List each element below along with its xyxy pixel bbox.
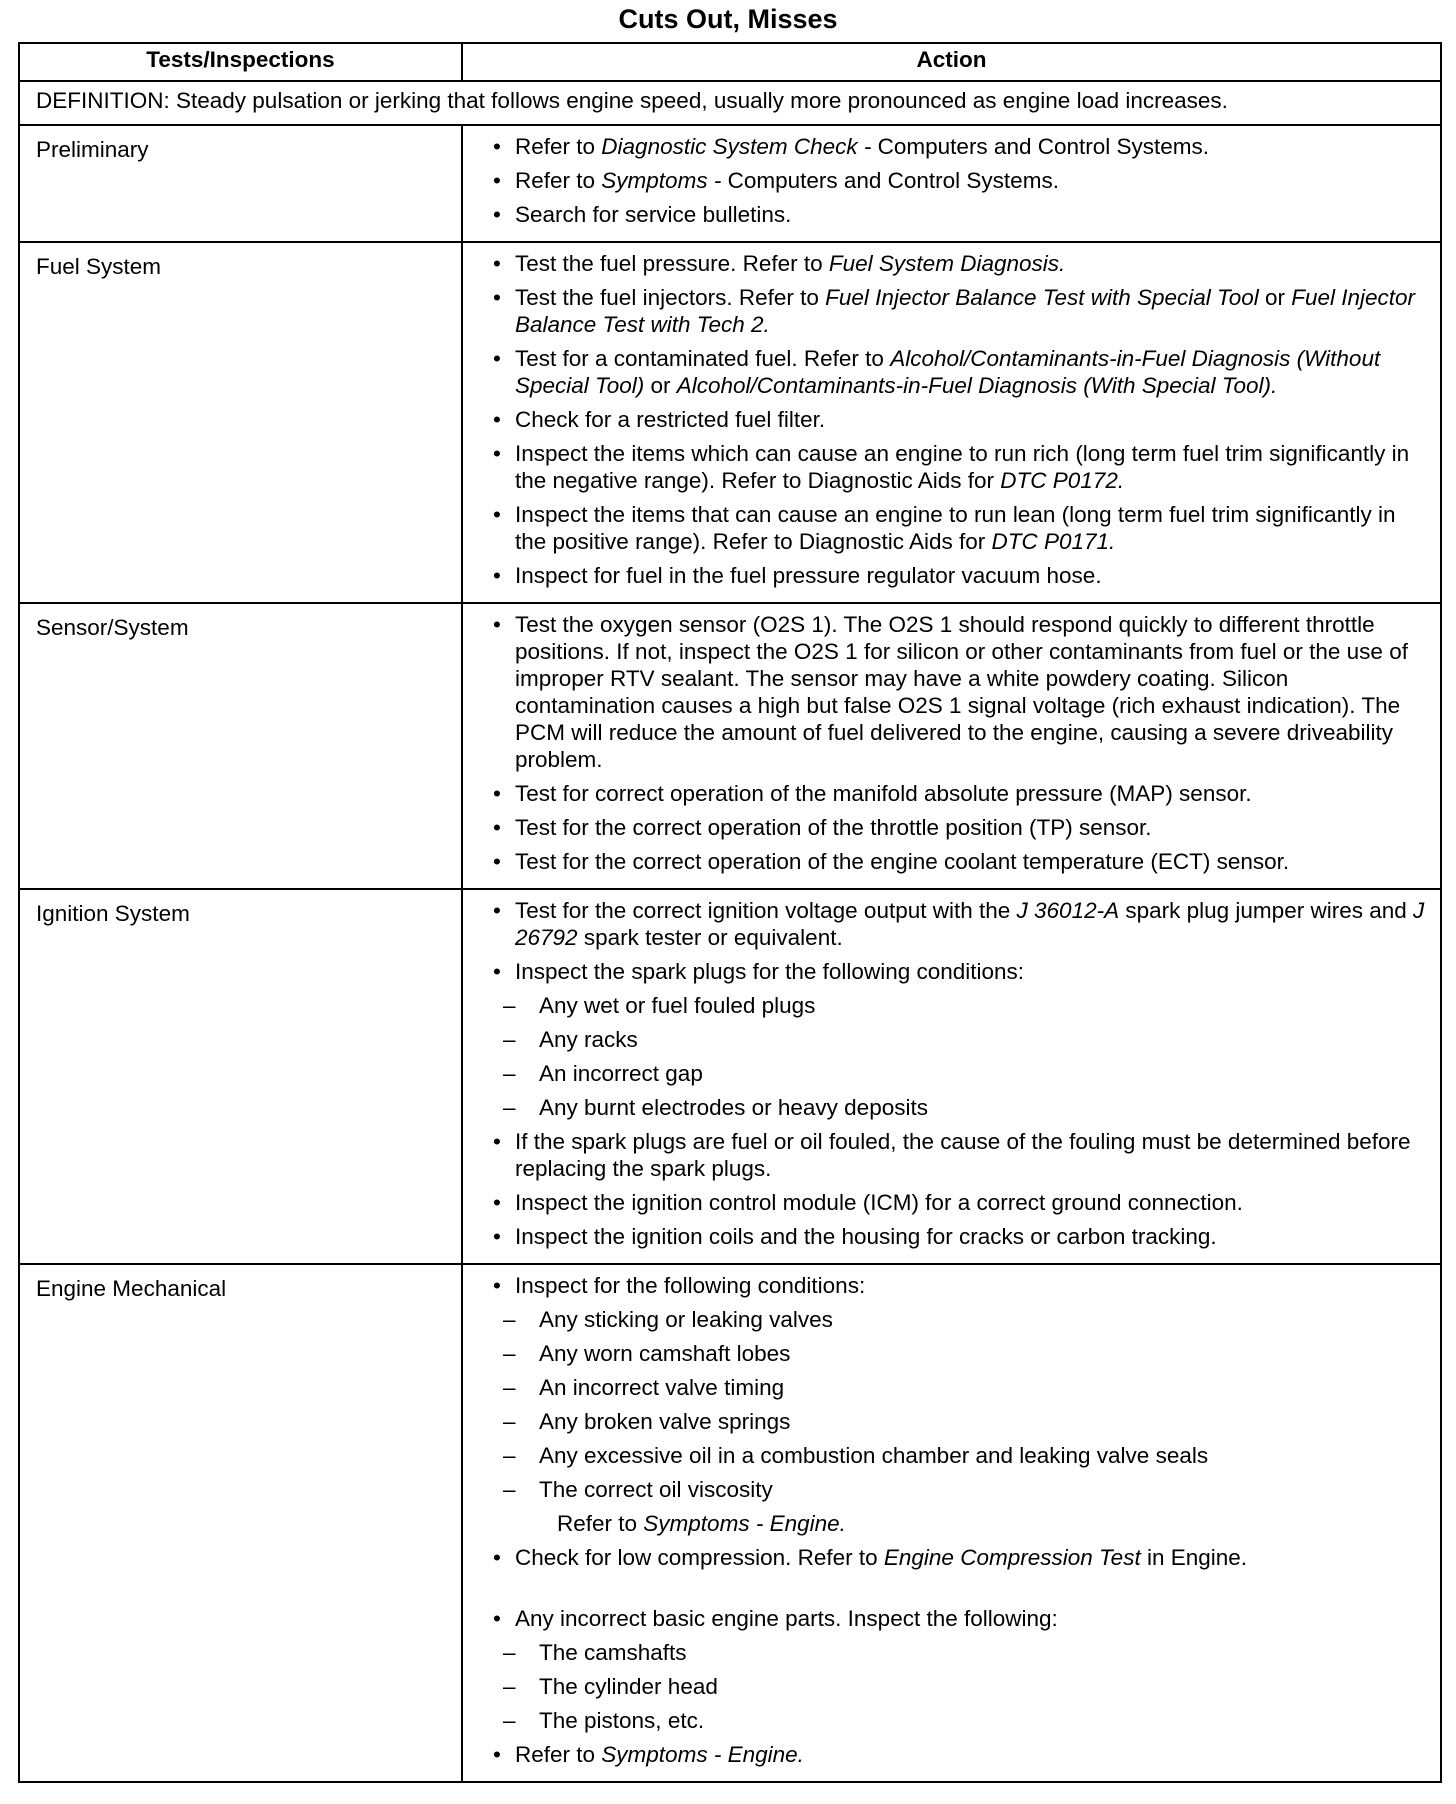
dash-icon: –: [503, 1307, 516, 1332]
bullet-icon: •: [493, 407, 501, 432]
bullet-icon: •: [493, 1273, 501, 1298]
dash-icon: –: [503, 1095, 516, 1120]
dash-icon: –: [503, 1375, 516, 1400]
list-item: • Test the oxygen sensor (O2S 1). The O2S 1 should respond quickly to different throttle positions. If not, inspect the O2S 1 for silicon or other contaminants from fuel or the use of improper RTV sealant. The sensor may have a white powdery coating. Silicon contamination causes a high but false O2S 1 signal voltage (rich exhaust indication). The PCM will reduce the amount of fuel delivered to the engine, causing a severe driveability problem.: [493, 612, 1408, 772]
sub-list-item: – Any sticking or leaking valves: [503, 1307, 833, 1332]
bullet-icon: •: [493, 612, 501, 637]
list-item: • Test for the correct ignition voltage output with the J 36012-A spark plug jumper wires and J 26792 spark tester or equivalent.: [493, 898, 1425, 950]
column-header-tests: Tests/Inspections: [19, 43, 462, 81]
list-item: • Test for the correct operation of the throttle position (TP) sensor.: [493, 815, 1152, 840]
sub-list-item: – The correct oil viscosity: [503, 1477, 773, 1502]
dash-icon: –: [503, 1443, 516, 1468]
bullet-icon: •: [493, 1606, 501, 1631]
bullet-icon: •: [493, 1742, 501, 1767]
bullet-icon: •: [493, 781, 501, 806]
bullet-icon: •: [493, 441, 501, 466]
list-item: • Inspect the ignition control module (ICM) for a correct ground connection.: [493, 1190, 1243, 1215]
actions-preliminary: [462, 125, 1441, 242]
section-name-preliminary: Preliminary: [19, 125, 462, 242]
list-item: • Check for a restricted fuel filter.: [493, 407, 826, 432]
sub-list-item: – The cylinder head: [503, 1674, 718, 1699]
actions-engine-mechanical: [462, 1264, 1441, 1782]
list-item: • Test the fuel injectors. Refer to Fuel Injector Balance Test with Special Tool or Fuel Injector Balance Test with Tech 2.: [493, 285, 1416, 337]
table-row: [19, 242, 1441, 603]
list-item: • If the spark plugs are fuel or oil fouled, the cause of the fouling must be determined before replacing the spark plugs.: [493, 1129, 1411, 1181]
list-item: • Search for service bulletins.: [493, 202, 792, 227]
sub-list-item: – An incorrect valve timing: [503, 1375, 785, 1400]
bullet-icon: •: [493, 815, 501, 840]
actions-sensor-system: [462, 603, 1441, 889]
bullet-icon: •: [493, 1224, 501, 1249]
bullet-icon: •: [493, 1129, 501, 1154]
bullet-icon: •: [493, 502, 501, 527]
bullet-icon: •: [493, 168, 501, 193]
list-item: • Refer to Symptoms - Engine.: [493, 1742, 804, 1767]
page-title: Cuts Out, Misses: [618, 4, 838, 34]
actions-fuel-system: [462, 242, 1441, 603]
bullet-icon: •: [493, 134, 501, 159]
list-item: • Inspect the spark plugs for the following conditions:: [493, 959, 1025, 984]
dash-icon: –: [503, 1477, 516, 1502]
list-item: • Inspect for fuel in the fuel pressure regulator vacuum hose.: [493, 563, 1102, 588]
table-row: [19, 889, 1441, 1264]
table-row: [19, 603, 1441, 889]
definition-row: [19, 81, 1441, 125]
list-item: • Any incorrect basic engine parts. Inspect the following:: [493, 1606, 1058, 1631]
bullet-icon: •: [493, 1545, 501, 1570]
sub-list-item: – Any broken valve springs: [503, 1409, 791, 1434]
bullet-icon: •: [493, 959, 501, 984]
actions-ignition-system: [462, 889, 1441, 1264]
table-row: [19, 125, 1441, 242]
bullet-icon: •: [493, 849, 501, 874]
dash-icon: –: [503, 1674, 516, 1699]
list-item: • Refer to Diagnostic System Check - Computers and Control Systems.: [493, 134, 1210, 159]
bullet-icon: •: [493, 346, 501, 371]
sub-list-item: – Any burnt electrodes or heavy deposits: [503, 1095, 928, 1120]
list-item: • Inspect the ignition coils and the housing for cracks or carbon tracking.: [493, 1224, 1217, 1249]
sub-list-item: – Any wet or fuel fouled plugs: [503, 993, 816, 1018]
dash-icon: –: [503, 993, 516, 1018]
dash-icon: –: [503, 1341, 516, 1366]
section-name-engine-mechanical: Engine Mechanical: [19, 1264, 462, 1782]
list-item: • Refer to Symptoms - Computers and Control Systems.: [493, 168, 1059, 193]
bullet-icon: •: [493, 285, 501, 310]
sub-list-item: – The pistons, etc.: [503, 1708, 705, 1733]
list-item: • Test for correct operation of the manifold absolute pressure (MAP) sensor.: [493, 781, 1252, 806]
list-item: • Inspect for the following conditions:: [493, 1273, 866, 1298]
spacer: [491, 1578, 1426, 1605]
definition-text: DEFINITION: Steady pulsation or jerking that follows engine speed, usually more pronounced as engine load increases.: [19, 81, 1441, 125]
sub-list-item: – Any racks: [503, 1027, 638, 1052]
dash-icon: –: [503, 1409, 516, 1434]
section-name-ignition-system: Ignition System: [19, 889, 462, 1264]
section-name-fuel-system: Fuel System: [19, 242, 462, 603]
dash-icon: –: [503, 1061, 516, 1086]
sub-list-item: – The camshafts: [503, 1640, 687, 1665]
sub-list-item: – Any worn camshaft lobes: [503, 1341, 791, 1366]
bullet-icon: •: [493, 563, 501, 588]
list-item: • Test for the correct operation of the engine coolant temperature (ECT) sensor.: [493, 849, 1290, 874]
bullet-icon: •: [493, 202, 501, 227]
table-row: [19, 1264, 1441, 1782]
list-item: • Test the fuel pressure. Refer to Fuel System Diagnosis.: [493, 251, 1066, 276]
column-header-action: Action: [462, 43, 1441, 81]
bullet-icon: •: [493, 898, 501, 923]
list-item: • Check for low compression. Refer to Engine Compression Test in Engine.: [493, 1545, 1248, 1570]
bullet-icon: •: [493, 251, 501, 276]
list-item: • Test for a contaminated fuel. Refer to Alcohol/Contaminants-in-Fuel Diagnosis (Without Special Tool) or Alcohol/Contaminants-in-Fuel Diagnosis (With Special Tool).: [493, 346, 1381, 398]
sub-note: Refer to Symptoms - Engine.: [557, 1511, 846, 1536]
bullet-icon: •: [493, 1190, 501, 1215]
list-item: • Inspect the items that can cause an engine to run lean (long term fuel trim significantly in the positive range). Refer to Diagnostic Aids for DTC P0171.: [493, 502, 1396, 554]
dash-icon: –: [503, 1027, 516, 1052]
section-name-sensor-system: Sensor/System: [19, 603, 462, 889]
sub-list-item: – Any excessive oil in a combustion chamber and leaking valve seals: [503, 1443, 1209, 1468]
sub-list-item: – An incorrect gap: [503, 1061, 703, 1086]
table-header-row: [19, 43, 1441, 81]
diagnostic-table: [18, 42, 1442, 1783]
dash-icon: –: [503, 1708, 516, 1733]
dash-icon: –: [503, 1640, 516, 1665]
list-item: • Inspect the items which can cause an engine to run rich (long term fuel trim significantly in the negative range). Refer to Diagnostic Aids for DTC P0172.: [493, 441, 1410, 493]
